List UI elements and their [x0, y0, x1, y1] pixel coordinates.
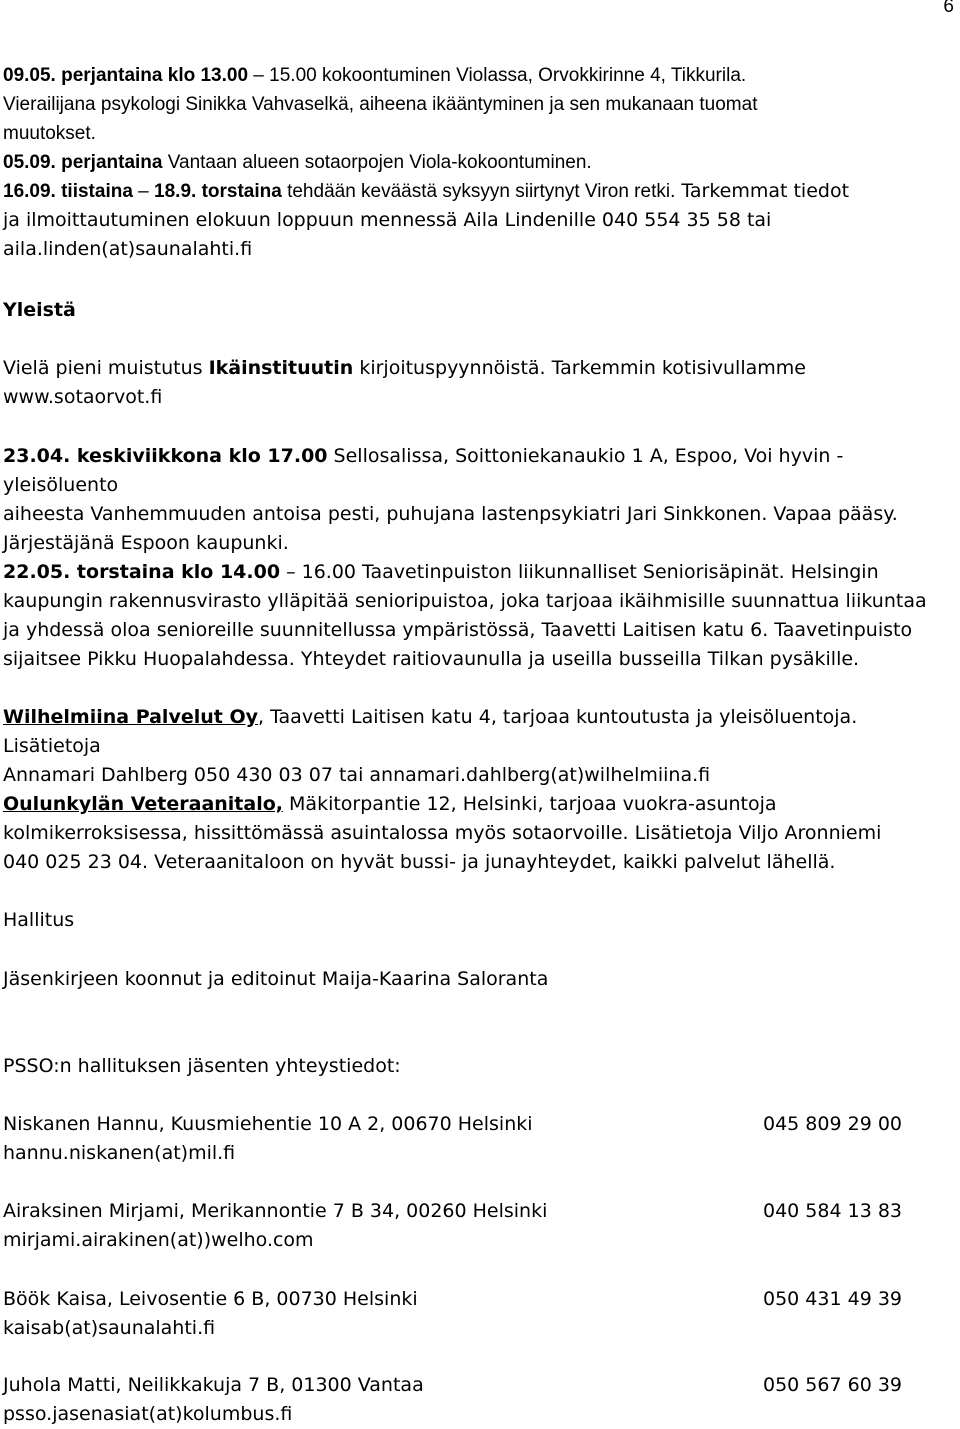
editor-section — [3, 965, 943, 994]
trip-details-start: Tarkemmat tiedot — [681, 180, 850, 202]
event-april-line1 — [3, 442, 943, 500]
contact-phone: 050 567 60 39 — [763, 1374, 903, 1396]
contact-item — [3, 1197, 943, 1255]
general-heading — [3, 296, 943, 325]
page-number: 6 — [943, 0, 954, 17]
event-text: Sellosalissa, Soittoniekanaukio 1 A, Espoo, Voi hyvin - yleisöluento — [3, 445, 844, 496]
event-line-changes: muutokset. — [3, 123, 96, 144]
contact-address: Böök Kaisa, Leivosentie 6 B, 00730 Helsinki — [3, 1288, 418, 1310]
wilhelmiina-line1 — [3, 703, 943, 761]
editor-line: Jäsenkirjeen koonnut ja editoinut Maija-Kaarina Saloranta — [3, 968, 549, 990]
board-section — [3, 906, 943, 935]
veteraanitalo-line3: 040 025 23 04. Veteraanitaloon on hyvät bussi- ja junayhteydet, kaikki palvelut lähellä. — [3, 851, 836, 873]
reminder-bold: Ikäinstituutin — [208, 357, 354, 379]
event-date: 22.05. torstaina klo 14.00 — [3, 561, 281, 583]
event-date: 16.09. tiistaina — [3, 181, 133, 202]
contact-address: Juhola Matti, Neilikkakuja 7 B, 01300 Vantaa — [3, 1374, 424, 1396]
contact-email[interactable]: kaisab(at)saunalahti.fi — [3, 1317, 216, 1339]
trip-email: aila.linden(at)saunalahti.fi — [3, 238, 253, 260]
event-april — [3, 442, 943, 558]
contacts-section — [3, 1052, 943, 1081]
event-line-visitor: Vierailijana psykologi Sinikka Vahvaselkä, aiheena ikääntyminen ja sen mukanaan tuomat — [3, 94, 758, 115]
contact-address: Airaksinen Mirjami, Merikannontie 7 B 34, 00260 Helsinki — [3, 1200, 548, 1222]
event-text: Vantaan alueen sotaorpojen Viola-kokoontuminen. — [162, 152, 592, 173]
reminder-text: Vielä pieni muistutus — [3, 357, 209, 379]
event-may-line4: sijaitsee Pikku Huopalahdessa. Yhteydet raitiovaunulla ja useilla busseilla Tilkan pysäkille. — [3, 648, 860, 670]
event-may-22 — [3, 558, 943, 674]
contacts-heading: PSSO:n hallituksen jäsenten yhteystiedot: — [3, 1055, 401, 1077]
event-date: 23.04. keskiviikkona klo 17.00 — [3, 445, 328, 467]
notice-text: Mäkitorpantie 12, Helsinki, tarjoaa vuokra-asuntoja — [283, 793, 777, 815]
house-name: Oulunkylän Veteraanitalo, — [3, 793, 283, 815]
event-text: – 15.00 kokoontuminen Violassa, Orvokkirinne 4, Tikkurila. — [248, 65, 747, 86]
event-april-line2: aiheesta Vanhemmuuden antoisa pesti, puhujana lastenpsykiatri Jari Sinkkonen. Vapaa pääsy. — [3, 503, 898, 525]
event-text: – — [132, 181, 155, 202]
general-reminder — [3, 354, 943, 412]
heading-text: Yleistä — [3, 299, 76, 321]
trip-registration-line: ja ilmoittautuminen elokuun loppuun mennessä Aila Lindenille 040 554 35 58 tai — [3, 209, 772, 231]
notice-text: , Taavetti Laitisen katu 4, tarjoaa kuntoutusta ja yleisöluentoja. Lisätietoja — [3, 706, 858, 757]
event-april-line3: Järjestäjänä Espoon kaupunki. — [3, 532, 289, 554]
reminder-text-end: kirjoituspyynnöistä. Tarkemmin kotisivullamme — [353, 357, 806, 379]
contact-item — [3, 1285, 943, 1343]
veteraanitalo-line2: kolmikerroksisessa, hissittömässä asuintalossa myös sotaorvoille. Lisätietoja Viljo Aronniemi — [3, 822, 882, 844]
contact-email[interactable]: hannu.niskanen(at)mil.fi — [3, 1142, 236, 1164]
contact-email[interactable]: psso.jasenasiat(at)kolumbus.fi — [3, 1403, 293, 1425]
website-link[interactable]: www.sotaorvot.fi — [3, 386, 163, 408]
contact-phone: 050 431 49 39 — [763, 1288, 903, 1310]
contact-email[interactable]: mirjami.airakinen(at))welho.com — [3, 1229, 314, 1251]
veteraanitalo-line1 — [3, 790, 943, 819]
contact-phone: 045 809 29 00 — [763, 1113, 903, 1135]
event-line-sep-5 — [3, 148, 943, 177]
general-section — [3, 296, 943, 325]
upcoming-events — [3, 61, 943, 264]
event-may-line1 — [3, 558, 943, 587]
event-date: 09.05. perjantaina klo 13.00 — [3, 65, 249, 86]
reminder-line — [3, 354, 943, 383]
board-heading: Hallitus — [3, 909, 75, 931]
event-may-line3: ja yhdessä oloa senioreille suunnitellussa ympäristössä, Taavetti Laitisen katu 6. Taavetinpuisto — [3, 619, 913, 641]
contact-phone: 040 584 13 83 — [763, 1200, 903, 1222]
event-line-sep-16 — [3, 177, 943, 206]
contact-item — [3, 1110, 943, 1168]
contact-address: Niskanen Hannu, Kuusmiehentie 10 A 2, 00670 Helsinki — [3, 1113, 533, 1135]
wilhelmiina-notice — [3, 703, 943, 790]
event-date: 05.09. perjantaina — [3, 152, 163, 173]
wilhelmiina-line2: Annamari Dahlberg 050 430 03 07 tai annamari.dahlberg(at)wilhelmiina.fi — [3, 764, 711, 786]
contact-item — [3, 1371, 943, 1429]
event-text: tehdään keväästä syksyyn siirtynyt Viron retki. — [281, 181, 676, 202]
veteraanitalo-notice — [3, 790, 943, 877]
company-name: Wilhelmiina Palvelut Oy — [3, 706, 258, 728]
event-may-line2: kaupungin rakennusvirasto ylläpitää senioripuistoa, joka tarjoaa ikäihmisille suunnattua liikuntaa — [3, 590, 927, 612]
event-line-may-9 — [3, 61, 943, 90]
event-date: 18.9. torstaina — [154, 181, 282, 202]
event-text: – 16.00 Taavetinpuiston liikunnalliset Seniorisäpinät. Helsingin — [280, 561, 879, 583]
